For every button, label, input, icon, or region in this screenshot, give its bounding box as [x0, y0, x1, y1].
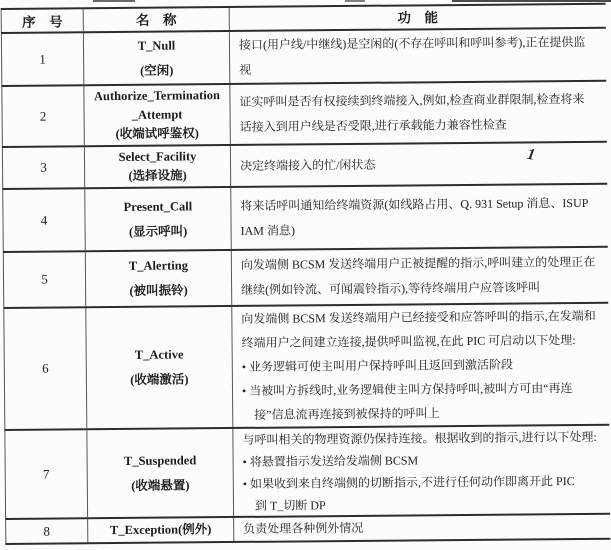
table-row: [1, 80, 607, 146]
state-function: 证实呼叫是否有权接续到终端接入,例如,检查商业群限制,检查将来 话接入到用户线是否受限,进行承载能力兼容性检查: [239, 91, 585, 134]
row-number-cell: [2, 189, 85, 251]
state-name: T_Alerting (被叫振铃): [128, 258, 188, 298]
state-name: T_Exception(例外): [109, 522, 212, 538]
table-row: [5, 513, 610, 543]
state-name: T_Null (空闲): [137, 37, 176, 78]
row-function-cell: [230, 143, 607, 186]
pic-state-table: [1, 3, 611, 545]
row-name-cell: [83, 32, 229, 84]
table-row: [2, 141, 607, 188]
scan-edge-artifact: [345, 0, 365, 2]
scan-edge-artifact: [452, 0, 611, 2]
row-number: 6: [41, 360, 49, 376]
state-function: 将来话呼叫通知给终端资源(如线路占用、Q. 931 Setup 消息、ISUP IAM 消息): [240, 195, 589, 238]
row-number-cell: [5, 519, 87, 543]
state-function: 接口(用户线/中继线)是空闲的(不存在呼叫和呼叫参考),正在提供监 视: [238, 34, 586, 77]
state-function: 决定终端接入的忙/闲状态: [239, 157, 376, 173]
header-label: 功 能: [397, 9, 439, 26]
row-function-cell: [231, 248, 608, 305]
state-name: Select_Facility (选择设施): [118, 149, 197, 183]
row-function-cell: [229, 82, 607, 144]
header-cell-number: [1, 9, 83, 32]
table-row: [4, 424, 610, 518]
row-name-cell: [86, 429, 233, 517]
row-name-cell: [85, 307, 232, 428]
row-function-cell: [231, 304, 609, 427]
state-name: Authorize_Termination _Attempt (收端试呼鉴权): [93, 88, 220, 142]
header-label: 序 号: [21, 14, 63, 30]
header-label: 名 称: [135, 11, 177, 28]
row-function-cell: [232, 426, 610, 516]
row-name-cell: [84, 188, 231, 250]
table-row: [3, 246, 608, 307]
state-function: 向发端侧 BCSM 发送终端用户已经接受和应答呼叫的指示,在发端和 终端用户之间建立连接,提供呼叫监视,在此 PIC 可启动以下处理: • 业务逻辑可使主叫用户保持呼叫且返回到激活阶段 • 当被叫方拆线时,业务逻辑使主叫方保持呼叫,被叫方可由“再连 接”信息流再连接到被保持的呼叫上: [241, 308, 596, 422]
table-row: [1, 27, 606, 85]
state-function: 向发端侧 BCSM 发送终端用户正被提醒的指示,呼叫建立的处理正在 继续(例如铃流、可闻震铃指示),等待终端用户应答该呼叫: [240, 254, 596, 297]
row-function-cell: [230, 185, 608, 249]
row-number: 2: [39, 108, 47, 124]
row-number: 3: [40, 159, 47, 175]
table-row: [3, 302, 609, 429]
header-cell-function: [229, 5, 606, 30]
state-function: 与呼叫相关的物理资源仍保持连接。根据收到的指示,进行以下处理: • 将悬置指示发送给发端侧 BCSM • 如果收到来自终端侧的切断指示,不进行任何动作即离开此 PIC 到 T_切断 DP: [242, 429, 597, 513]
row-number-cell: [1, 33, 83, 85]
row-name-cell: [87, 518, 233, 542]
row-function-cell: [233, 515, 610, 541]
scan-edge-artifact: [93, 0, 135, 2]
row-number: 8: [43, 523, 51, 539]
row-number: 7: [42, 466, 50, 482]
row-number-cell: [2, 147, 84, 188]
row-number: 5: [41, 271, 48, 287]
state-name: T_Active (收端激活): [130, 347, 189, 387]
table-row: [2, 183, 608, 251]
header-cell-name: [83, 8, 229, 31]
row-number-cell: [3, 252, 85, 307]
row-number: 4: [40, 212, 48, 228]
row-function-cell: [229, 29, 606, 83]
table-header-row: [1, 3, 606, 32]
row-name-cell: [84, 146, 230, 187]
stray-pen-mark: 1: [525, 145, 537, 164]
row-number-cell: [1, 86, 84, 146]
state-function: 负责处理各种例外情况: [243, 520, 364, 536]
row-name-cell: [85, 251, 231, 306]
row-name-cell: [83, 85, 230, 145]
row-number: 1: [39, 51, 46, 67]
state-name: Present_Call (显示呼叫): [123, 198, 193, 239]
state-name: T_Suspended (收端悬置): [123, 452, 197, 493]
row-number-cell: [4, 430, 87, 518]
row-number-cell: [3, 308, 86, 429]
